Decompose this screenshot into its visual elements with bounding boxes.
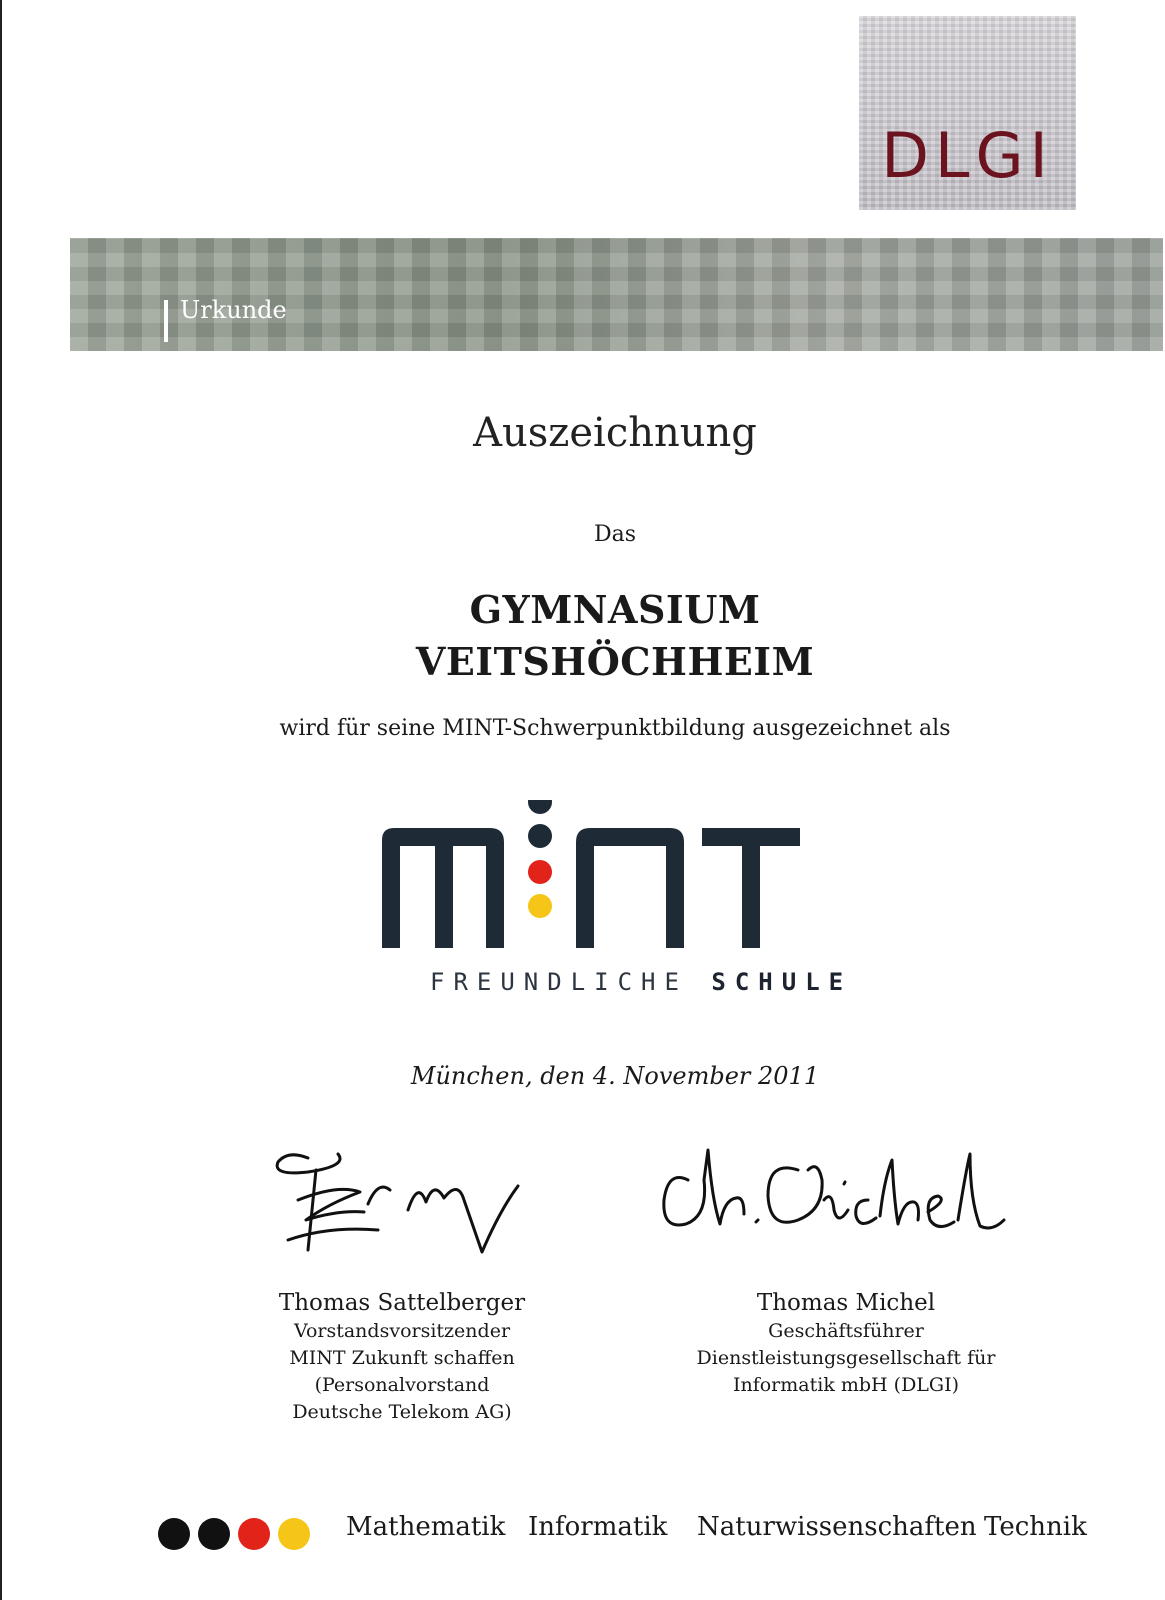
signer-name: Thomas Sattelberger — [278, 1290, 526, 1316]
award-reason: wird für seine MINT-Schwerpunktbildung ausgezeichnet als — [279, 716, 951, 741]
school-name-line2: VEITSHÖCHHEIM — [415, 639, 815, 684]
footer-dot-red — [238, 1518, 270, 1550]
dlgi-logo-text: DLGI — [881, 119, 1054, 192]
school-name-line1: GYMNASIUM — [469, 587, 761, 632]
footer-dot-yellow — [278, 1518, 310, 1550]
signer-name: Thomas Michel — [756, 1290, 936, 1316]
mint-wordmark — [382, 828, 800, 948]
header-band — [70, 238, 1163, 351]
signer-role-line: Informatik mbH (DLGI) — [732, 1374, 960, 1396]
certificate-date: München, den 4. November 2011 — [410, 1062, 820, 1090]
footer-subject-informatik: Informatik — [528, 1512, 668, 1542]
signer-sattelberger — [182, 1288, 622, 1426]
signer-role-line: Dienstleistungsgesellschaft für — [696, 1347, 996, 1369]
signature-michel — [648, 1140, 1008, 1270]
header-label: Urkunde — [180, 296, 287, 324]
mint-tagline-light: FREUNDLICHE — [430, 968, 688, 996]
scan-edge — [0, 0, 2, 1600]
signer-role-line: Vorstandsvorsitzender — [293, 1320, 511, 1342]
footer-dot-black-1 — [158, 1518, 190, 1550]
header-band-accent — [164, 300, 168, 342]
mint-dot-4 — [528, 894, 552, 918]
mint-dot-1 — [528, 800, 552, 814]
signature-sattelberger — [268, 1140, 528, 1280]
mint-letter-m — [382, 828, 504, 948]
certificate-intro: Das — [593, 522, 637, 547]
mint-letter-t — [702, 828, 800, 948]
signer-role-line: (Personalvorstand — [314, 1374, 490, 1396]
mint-dot-3 — [528, 860, 552, 884]
footer-subject-mathematik: Mathematik — [346, 1512, 506, 1542]
footer-subject-naturwissenschaften: Naturwissenschaften — [697, 1512, 977, 1542]
mint-tagline-bold: SCHULE — [711, 968, 853, 996]
mint-tagline — [430, 968, 852, 996]
certificate-title: Auszeichnung — [473, 410, 757, 456]
dlgi-logo — [859, 16, 1076, 210]
signer-role-line: MINT Zukunft schaffen — [289, 1347, 515, 1369]
signer-role-line: Geschäftsführer — [768, 1320, 924, 1342]
mint-dot-2 — [528, 824, 552, 848]
school-name — [0, 584, 1165, 688]
signer-role-line: Deutsche Telekom AG) — [292, 1401, 512, 1423]
mint-letter-n — [576, 828, 684, 948]
footer-dot-black-2 — [198, 1518, 230, 1550]
footer-subject-technik: Technik — [984, 1512, 1087, 1542]
signer-michel — [626, 1288, 1066, 1399]
mint-logo — [372, 800, 852, 950]
